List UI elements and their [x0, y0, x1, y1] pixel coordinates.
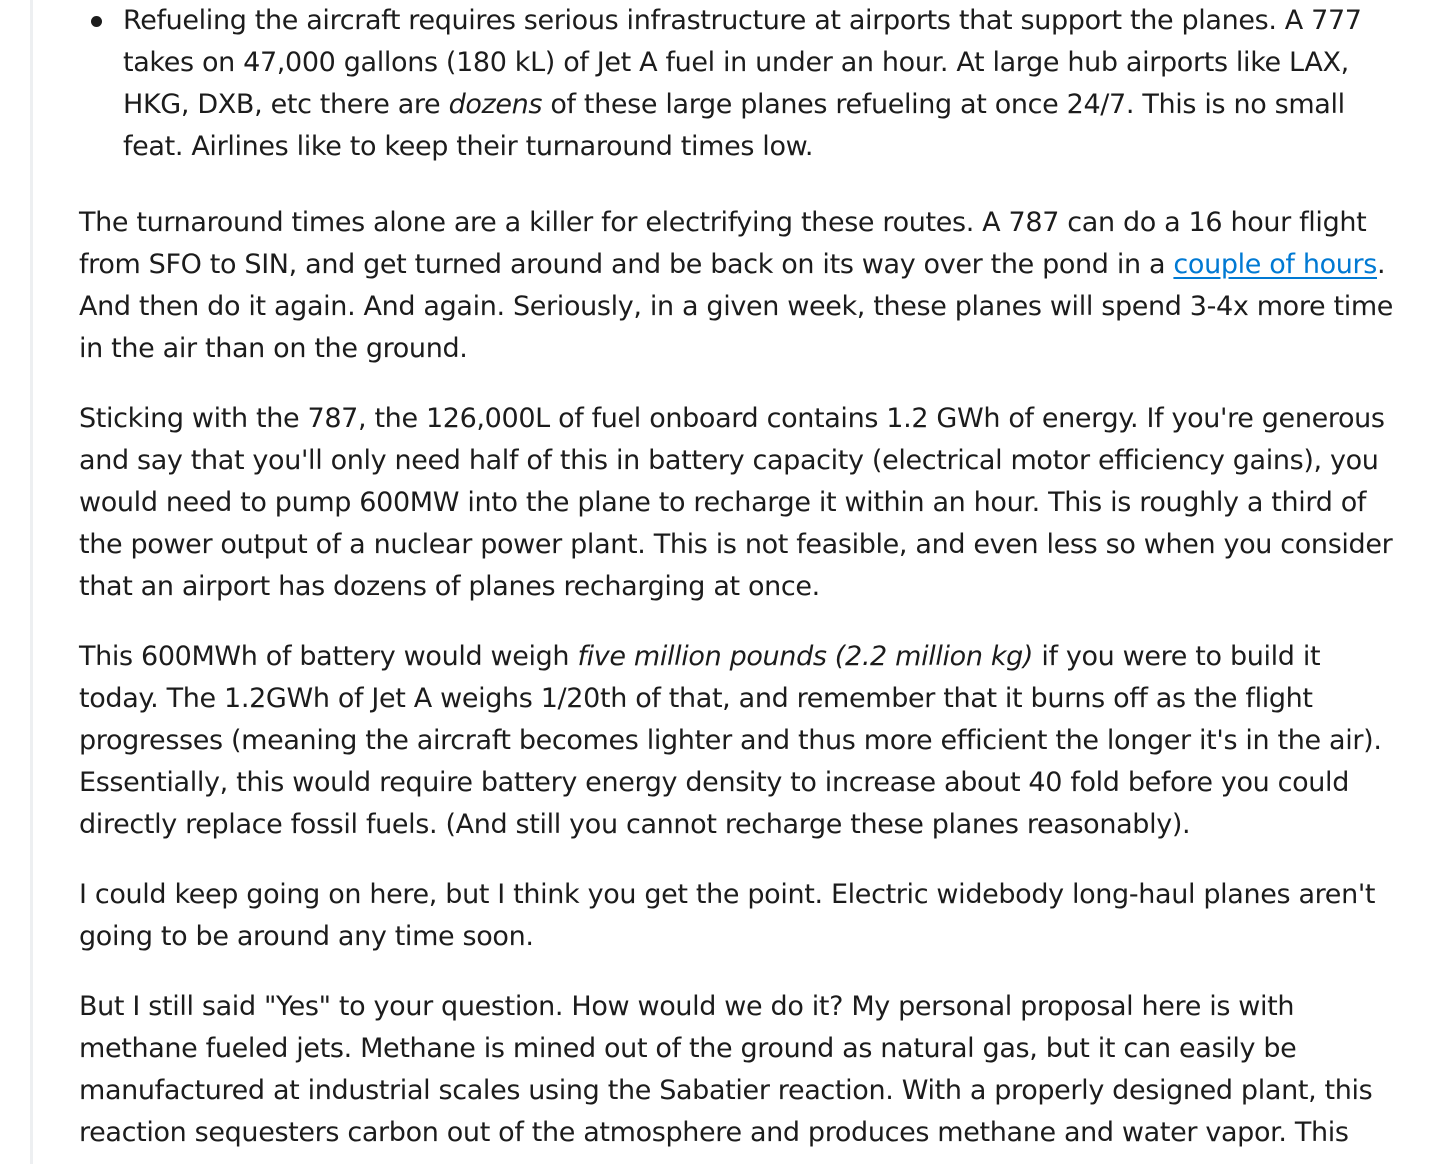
emphasis-weight: five million pounds (2.2 million kg)	[577, 641, 1034, 672]
paragraph-conclusion: I could keep going on here, but I think you get the point. Electric widebody long-haul planes aren't going to be around any time soon.	[79, 879, 1376, 952]
bullet-text-2: of these large planes refueling at once 24/7. This is no small feat. Airlines like to keep their turnaround times low.	[123, 89, 1345, 162]
paragraph-battery-weight	[79, 636, 1397, 846]
paragraph-text: The turnaround times alone are a killer for electrifying these routes. A 787 can do a 16 hour flight from SFO to SIN, and get turned around and be back on its way over the pond in a	[79, 207, 1367, 280]
paragraph-text: . And then do it again. And again. Seriously, in a given week, these planes will spend 3-4x more time in the air than on the ground.	[79, 249, 1394, 364]
bullet-text-1: Refueling the aircraft requires serious infrastructure at airports that support the planes. A 777 takes on 47,000 gallons (180 kL) of Jet A fuel in under an hour. At large hub airports like LAX, HKG, DXB, etc there are	[123, 5, 1362, 120]
comment-thread-line[interactable]	[30, 0, 33, 1164]
paragraph-text: if you were to build it today. The 1.2GWh of Jet A weighs 1/20th of that, and remember that it burns off as the flight progresses (meaning the aircraft becomes lighter and thus more efficient the longer it's in the air). Essentially, this would require battery energy density to increase about 40 fold before you could directly replace fossil fuels. (And still you cannot recharge these planes reasonably).	[79, 641, 1382, 840]
paragraph-methane-proposal: But I still said "Yes" to your question. How would we do it? My personal proposal here is with methane fueled jets. Methane is mined out of the ground as natural gas, but it can easily be manufactured at industrial scales using the Sabatier reaction. With a properly designed plant, this reaction sequesters carbon out of the atmosphere and produces methane and water vapor. This	[79, 991, 1373, 1148]
emphasis-dozens: dozens	[448, 89, 543, 120]
paragraph-turnaround	[79, 202, 1397, 370]
paragraph-text: This 600MWh of battery would weigh	[79, 641, 578, 672]
comment-body	[79, 0, 1397, 1164]
couple-of-hours-link[interactable]: couple of hours	[1173, 249, 1377, 280]
list-item	[123, 0, 1397, 168]
bullet-list	[79, 0, 1397, 168]
paragraph-787-energy: Sticking with the 787, the 126,000L of fuel onboard contains 1.2 GWh of energy. If you're generous and say that you'll only need half of this in battery capacity (electrical motor efficiency gains), you would need to pump 600MW into the plane to recharge it within an hour. This is roughly a third of the power output of a nuclear power plant. This is not feasible, and even less so when you consider that an airport has dozens of planes recharging at once.	[79, 403, 1393, 602]
